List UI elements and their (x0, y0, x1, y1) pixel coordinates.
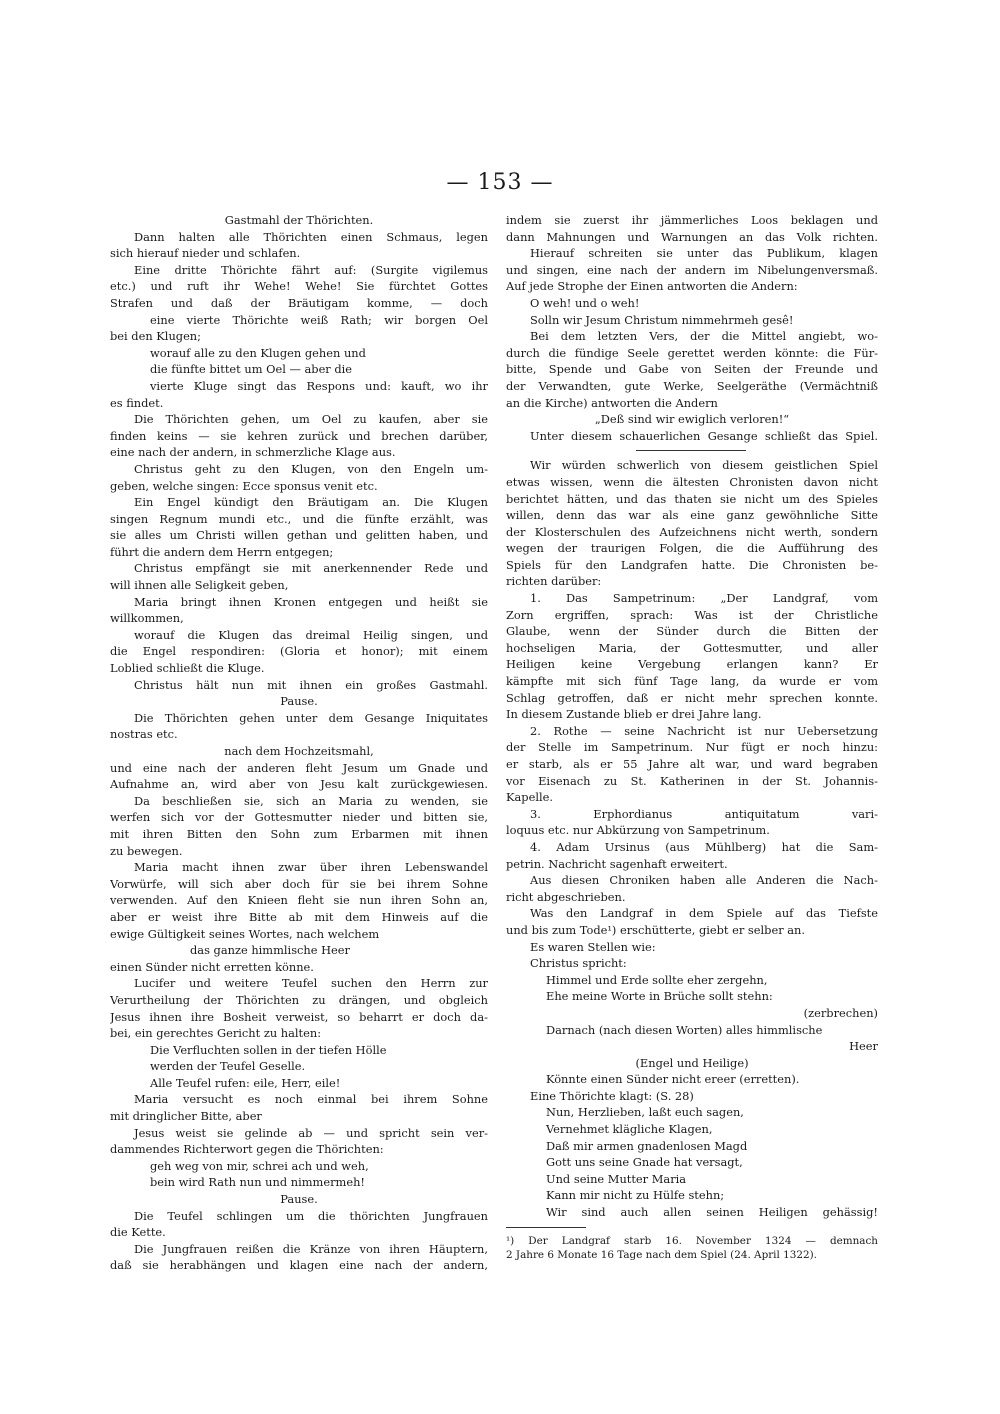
right-column-text-line: Und seine Mutter Maria (546, 1171, 687, 1186)
left-column-text-line: nach dem Hochzeitsmahl, (224, 744, 374, 758)
right-column-text-line: Unter diesem schauerlichen Gesange schließt das Spiel. (530, 428, 878, 443)
left-column-text-line: die Engel respondiren: (Gloria et honor); mit einem (110, 644, 488, 659)
left-column-text-line: dammendes Richterwort gegen die Thörichten: (110, 1142, 384, 1157)
left-column-text-line: Die Teufel schlingen um die thörichten Jungfrauen (134, 1208, 488, 1223)
right-column-text-line: Solln wir Jesum Christum nimmehrmeh gesê! (530, 312, 794, 327)
right-column-text-line: Ehe meine Worte in Brüche sollt stehn: (546, 989, 773, 1004)
right-column-text-line: Heer (849, 1039, 878, 1054)
right-column-text-line: er starb, als er 55 Jahre alt war, und ward begraben (506, 757, 878, 771)
right-column-text-line: richten darüber: (506, 574, 602, 589)
right-column-text-line: der Klosterschulen des Aufzeichnens nicht werth, sondern (506, 524, 878, 539)
right-column-text-line: Wir würden schwerlich von diesem geistlichen Spiel (530, 458, 878, 473)
right-column-text-line: 4. Adam Ursinus (aus Mühlberg) hat die Sam- (530, 839, 878, 854)
left-column-text-line: und eine nach der anderen fleht Jesum um Gnade und (110, 760, 488, 775)
right-column-text-line: loquus etc. nur Abkürzung von Sampetrinum. (506, 823, 770, 838)
right-column-text-line: Schlag getroffen, daß er nicht mehr sprechen konnte. (506, 690, 878, 705)
left-column-text-line: daß sie herabhängen und klagen eine nach der andern, (110, 1258, 488, 1273)
right-column-text-line: Zorn ergriffen, sprach: Was ist der Christliche (506, 607, 878, 622)
right-column-text-line: Hierauf schreiten sie unter das Publikum, klagen (530, 246, 878, 261)
right-column-text-line: Vernehmet klägliche Klagen, (546, 1122, 713, 1137)
left-column-text-line: bei den Klugen; (110, 329, 201, 344)
right-column-text-line: richt abgeschrieben. (506, 889, 626, 904)
right-column-text-line: Wir sind auch allen seinen Heiligen gehässig! (546, 1205, 878, 1220)
left-column-text-line: die Kette. (110, 1225, 166, 1240)
right-column-text-line: Könnte einen Sünder nicht ereer (erretten). (546, 1072, 800, 1087)
right-column-text-line: (Engel und Heilige) (635, 1055, 749, 1070)
right-column-text-line: und bis zum Tode¹) erschütterte, giebt er selber an. (506, 922, 806, 937)
right-column-text-line: O weh! und o weh! (530, 295, 640, 310)
right-column-text-line: Gott uns seine Gnade hat versagt, (546, 1155, 743, 1170)
left-column (110, 212, 488, 1274)
right-column-text-line: Glaube, wenn der Sünder durch die Bitten der (506, 624, 878, 639)
right-column-text-line: Es waren Stellen wie: (530, 939, 656, 954)
left-column-text-line: sie alles um Christi willen gethan und gelitten haben, und (110, 528, 488, 543)
left-column-text-line: führt die andern dem Herrn entgegen; (110, 544, 334, 559)
left-column-text-line: Die Jungfrauen reißen die Kränze von ihren Häuptern, (134, 1241, 488, 1256)
right-column-text-line: der Stelle im Sampetrinum. Nur fügt er noch hinzu: (506, 740, 878, 755)
left-column-text-line: singen Regnum mundi etc., und die fünfte erzählt, was (110, 511, 488, 526)
right-column-text-line: Eine Thörichte klagt: (S. 28) (530, 1088, 694, 1103)
left-column-text-line: etc.) und ruft ihr Wehe! Wehe! Sie fürchtet Gottes (110, 279, 488, 294)
left-column-text-line: Verurtheilung der Thörichten zu drängen, und obgleich (110, 992, 488, 1007)
left-column-text-line: eine nach der andern, in schmerzliche Klage aus. (110, 445, 396, 460)
right-column-text-line: Kann mir nicht zu Hülfe stehn; (546, 1188, 725, 1203)
left-column-text-line: eine vierte Thörichte weiß Rath; wir borgen Oel (150, 312, 488, 327)
right-column-text-line: Kapelle. (506, 790, 553, 805)
left-column-text-line: Jesus ihnen ihre Bosheit verweist, so beharrt er doch da- (110, 1009, 488, 1024)
left-column-text-line: worauf die Klugen das dreimal Heilig singen, und (134, 627, 488, 642)
right-column-text-line: Was den Landgraf in dem Spiele auf das Tiefste (530, 906, 878, 921)
right-column-text-line: Bei dem letzten Vers, der die Mittel angiebt, wo- (530, 329, 878, 344)
left-column-text-line: nostras etc. (110, 727, 178, 742)
right-column-text-line: In diesem Zustande blieb er drei Jahre lang. (506, 707, 762, 722)
left-column-text-line: mit ihren Bitten den Sohn zum Erbarmen mit ihnen (110, 826, 488, 841)
right-column-text-line: „Deß sind wir ewiglich verloren!“ (594, 412, 790, 427)
right-column-text-line: Christus spricht: (530, 956, 627, 971)
page-number: — 153 — (446, 170, 554, 195)
right-column-text-line: 1. Das Sampetrinum: „Der Landgraf, vom (530, 591, 878, 606)
left-column-text-line: Ein Engel kündigt den Bräutigam an. Die Klugen (134, 495, 488, 510)
left-column-text-line: will ihnen alle Seligkeit geben, (110, 578, 289, 593)
left-column-text-line: Die Thörichten gehen, um Oel zu kaufen, aber sie (134, 412, 488, 427)
left-column-text-line: Vorwürfe, will sich aber doch für sie bei ihrem Sohne (110, 876, 488, 891)
right-column-text-line: an die Kirche) antworten die Andern (506, 395, 718, 410)
left-column-text-line: Aufnahme an, wird aber von Jesu kalt zurückgewiesen. (110, 777, 488, 792)
left-column-text-line: zu bewegen. (110, 843, 183, 858)
left-column-text-line: Maria versucht es noch einmal bei ihrem Sohne (134, 1092, 488, 1107)
left-column-text-line: ewige Gültigkeit seines Wortes, nach welchem (110, 926, 380, 941)
left-column-text-line: mit dringlicher Bitte, aber (110, 1109, 262, 1124)
left-column-text-line: bei, ein gerechtes Gericht zu halten: (110, 1026, 322, 1041)
left-column-text-line: Christus hält nun mit ihnen ein großes Gastmahl. (134, 677, 488, 692)
left-column-text-line: Christus empfängt sie mit anerkennender Rede und (134, 561, 488, 576)
right-column-text-line: und singen, eine nach der andern im Nibelungenversmaß. (506, 262, 878, 277)
left-column-text-line: Da beschließen sie, sich an Maria zu wenden, sie (134, 793, 488, 808)
left-column-text-line: Dann halten alle Thörichten einen Schmaus, legen (134, 229, 488, 244)
right-column-text-line: dann Mahnungen und Warnungen an das Volk richten. (506, 229, 878, 244)
left-column-text-line: das ganze himmlische Heer (190, 943, 350, 958)
left-column-text-line: werfen sich vor der Gottesmutter nieder und bitten sie, (110, 810, 488, 825)
footnote-line: 2 Jahre 6 Monate 16 Tage nach dem Spiel (24. April 1322). (506, 1248, 817, 1261)
left-column-text-line: Maria macht ihnen zwar über ihren Lebenswandel (134, 860, 488, 875)
right-column-text-line: der Verwandten, gute Werke, Seelgeräthe (Vermächtniß (506, 378, 878, 393)
right-column-text-line: durch die fündige Seele gerettet werden könnte: die Für- (506, 345, 878, 360)
left-column-text-line: aber er weist ihre Bitte ab mit dem Hinweis auf die (110, 909, 488, 924)
left-column-text-line: einen Sünder nicht erretten könne. (110, 959, 314, 974)
right-column-text-line: etwas wissen, wenn die ältesten Chronisten davon nicht (506, 474, 878, 489)
left-column-text-line: Die Verfluchten sollen in der tiefen Hölle (150, 1042, 387, 1057)
right-column-text-line: Spiels für den Landgrafen hatte. Die Chronisten be- (506, 557, 878, 572)
left-column-text-line: Loblied schließt die Kluge. (110, 661, 265, 676)
left-column-text-line: vierte Kluge singt das Respons und: kauft, wo ihr (150, 378, 488, 393)
left-column-text-line: Strafen und daß der Bräutigam komme, — doch (110, 295, 488, 310)
left-column-text-line: Jesus weist sie gelinde ab — und spricht sein ver- (134, 1125, 488, 1140)
left-column-text-line: willkommen, (110, 611, 184, 626)
left-column-text-line: Christus geht zu den Klugen, von den Engeln um- (134, 461, 488, 476)
right-column-text-line: Nun, Herzlieben, laßt euch sagen, (546, 1105, 744, 1120)
right-column-body (506, 212, 878, 1228)
left-column-text-line: Die Thörichten gehen unter dem Gesange Iniquitates (134, 710, 488, 725)
right-column-text-line: Darnach (nach diesen Worten) alles himmlische (546, 1022, 823, 1037)
left-column-text-line: geh weg von mir, schrei ach und weh, (150, 1158, 369, 1173)
right-column-text-line: Aus diesen Chroniken haben alle Anderen die Nach- (530, 873, 878, 888)
right-column-text-line: Daß mir armen gnadenlosen Magd (546, 1138, 748, 1153)
left-column-text-line: Alle Teufel rufen: eile, Herr, eile! (150, 1075, 341, 1090)
right-column-text-line: bitte, Spende und Gabe von Seiten der Freunde und (506, 362, 878, 377)
right-column-text-line: willen, denn das war als eine ganz gewöhnliche Sitte (506, 508, 878, 523)
right-column-divider (636, 450, 746, 451)
footnotes (506, 1234, 878, 1262)
right-column-text-line: (zerbrechen) (803, 1005, 878, 1020)
left-column-text-line: Eine dritte Thörichte fährt auf: (Surgite vigilemus (134, 262, 488, 277)
left-column-text-line: Pause. (280, 694, 318, 709)
right-column-text-line: indem sie zuerst ihr jämmerliches Loos beklagen und (506, 213, 878, 227)
left-column-text-line: Pause. (280, 1192, 318, 1207)
right-column-text-line: hochseligen Maria, der Gottesmutter, und aller (506, 640, 878, 655)
left-column-text-line: Lucifer und weitere Teufel suchen den Herrn zur (134, 976, 488, 991)
left-column-text-line: verwenden. Auf den Knieen fleht sie nun ihren Sohn an, (110, 893, 488, 908)
right-column-text-line: petrin. Nachricht sagenhaft erweitert. (506, 856, 728, 871)
right-column-text-line: Himmel und Erde sollte eher zergehn, (546, 972, 768, 987)
right-column-text-line: 3. Erphordianus antiquitatum vari- (530, 806, 878, 821)
right-column-text-line: 2. Rothe — seine Nachricht ist nur Uebersetzung (530, 723, 878, 738)
right-column (506, 212, 878, 1262)
left-column-text-line: Maria bringt ihnen Kronen entgegen und heißt sie (134, 594, 488, 609)
left-column-text-line: es findet. (110, 395, 164, 410)
left-column-text-line: geben, welche singen: Ecce sponsus venit etc. (110, 478, 378, 493)
right-column-text-line: Auf jede Strophe der Einen antworten die Andern: (506, 279, 798, 294)
right-column-text-line: berichtet hätten, und das thaten sie nicht um des Spieles (506, 491, 878, 506)
footnote-line: ¹) Der Landgraf starb 16. November 1324 — demnach (506, 1234, 878, 1247)
left-column-text-line: sich hierauf nieder und schlafen. (110, 246, 301, 261)
left-column-text-line: werden der Teufel Geselle. (150, 1059, 306, 1074)
left-column-text-line: Gastmahl der Thörichten. (224, 213, 374, 227)
right-column-text-line: wegen der traurigen Folgen, die die Aufführung des (506, 541, 878, 556)
right-column-text-line: Heiligen keine Vergebung erlangen kann? Er (506, 657, 878, 672)
right-column-divider (506, 1227, 586, 1228)
left-column-text-line: worauf alle zu den Klugen gehen und (150, 345, 366, 360)
right-column-text-line: kämpfte mit sich fünf Tage lang, da wurde er vom (506, 674, 878, 689)
left-column-text-line: finden keins — sie kehren zurück und brechen darüber, (110, 428, 488, 443)
left-column-text-line: bein wird Rath nun und nimmermeh! (150, 1175, 365, 1190)
right-column-text-line: vor Eisenach zu St. Katherinen in der St. Johannis- (506, 773, 878, 788)
left-column-text-line: die fünfte bittet um Oel — aber die (150, 362, 353, 377)
